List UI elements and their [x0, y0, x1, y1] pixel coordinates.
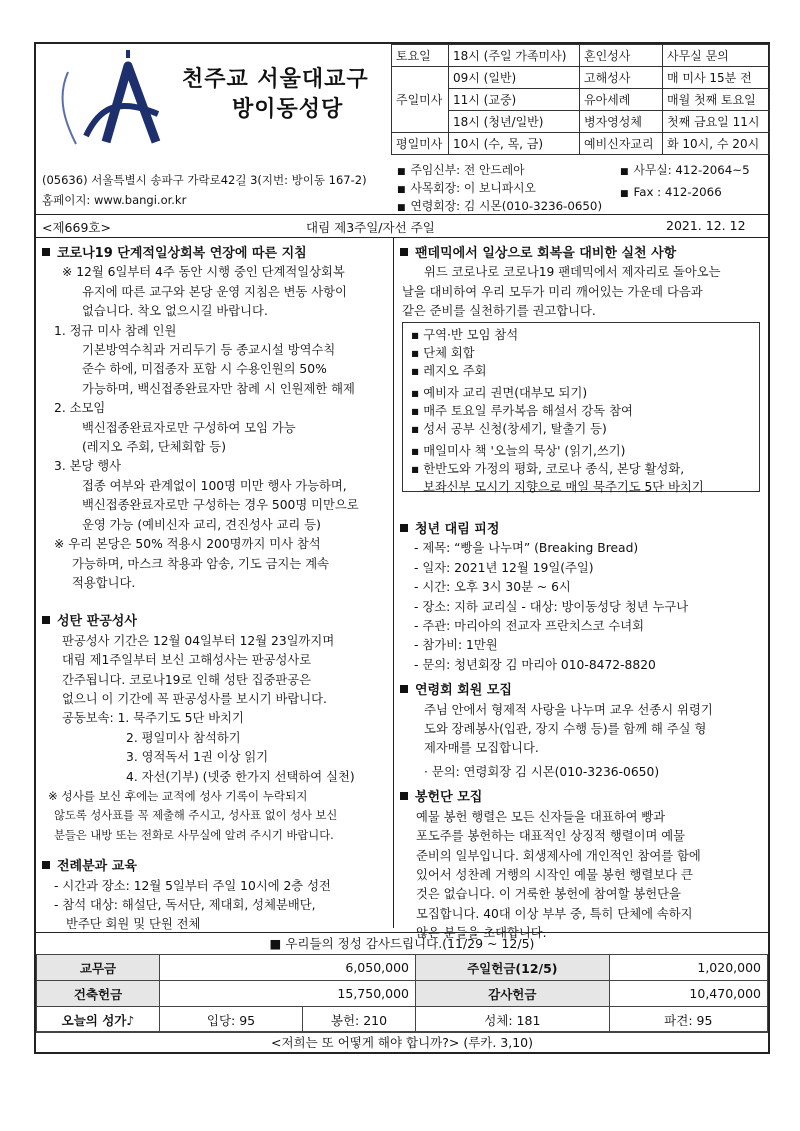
- section-title: 청년 대림 피정: [400, 520, 762, 539]
- sched-sacrament: 유아세례: [580, 89, 663, 111]
- section-title: 봉헌단 모집: [400, 788, 762, 807]
- text-line: - 시간: 오후 3시 30분 ~ 6시: [414, 580, 571, 595]
- parish-logo: [46, 44, 166, 162]
- text-line: 반주단 회원 및 단원 전체: [66, 917, 201, 932]
- list-item: ※ 우리 본당은 50% 적용시 200명까지 미사 참석: [54, 537, 321, 552]
- sched-sacrament-time: 사무실 문의: [663, 45, 770, 67]
- practice-item: ▪ 매주 토요일 루카복음 해설서 강독 참여: [411, 404, 633, 418]
- text-line: ※ 성사를 보신 후에는 교적에 성사 기록이 누락되지: [48, 788, 308, 803]
- section-title: 성탄 판공성사: [42, 612, 390, 631]
- list-item: 접종 여부와 관계없이 100명 미만 행사 가능하며,: [82, 478, 347, 493]
- hymn-label: 오늘의 성가♪: [37, 1007, 160, 1033]
- homepage: 홈페이지: www.bangi.or.kr: [42, 193, 187, 207]
- list-item: 기본방역수칙과 거리두기 등 종교시설 방역수칙: [82, 343, 336, 358]
- list-item: 준수 하에, 미접종자 포함 시 수용인원의 50%: [82, 362, 327, 377]
- practice-item: ▪ 구역·반 모임 참석: [411, 328, 519, 342]
- issue-number: <제669호>: [42, 220, 111, 235]
- sched-day: 주일미사: [392, 67, 449, 133]
- text-line: 포도주를 봉헌하는 대표적인 상징적 행렬이며 예물: [416, 829, 685, 844]
- text-line: 모집합니다. 40대 이상 부부 중, 특히 단체에 속하지: [416, 906, 693, 921]
- sched-day: 평일미사: [392, 133, 449, 155]
- list-item: 백신접종완료자로만 구성하여 모임 가능: [82, 420, 296, 435]
- text-line: 않은 분들을 초대합니다.: [416, 926, 547, 941]
- hymn-offertory: 봉헌: 210: [303, 1007, 416, 1033]
- text-line: - 장소: 지하 교리실 - 대상: 방이동성당 청년 누구나: [414, 599, 689, 614]
- staff-item: ■ 주임신부: 전 안드레아: [397, 163, 525, 177]
- section-title: 코로나19 단계적일상회복 연장에 따른 지침: [42, 244, 390, 263]
- sched-time: 18시 (주일 가족미사): [449, 45, 580, 67]
- fin-label: 감사헌금: [416, 981, 610, 1007]
- sched-time: 09시 (일반): [449, 67, 580, 89]
- logo-area: [36, 44, 391, 164]
- text-line: 도와 장례봉사(입관, 장지 수행 등)를 함께 해 주실 형: [424, 722, 707, 737]
- text-line: 대림 제1주일부터 보신 고해성사는 판공성사로: [62, 653, 312, 668]
- list-item: 1. 정규 미사 참례 인원: [54, 323, 177, 338]
- list-item: 백신접종완료자로만 구성하는 경우 500명 미만으로: [82, 498, 359, 513]
- text-line: 같은 준비를 실천하기를 권고합니다.: [402, 304, 596, 319]
- sched-sacrament: 고해성사: [580, 67, 663, 89]
- office-fax: ■ Fax : 412-2066: [620, 185, 722, 199]
- staff-list: [397, 162, 602, 216]
- note-line: 유지에 따른 교구와 본당 운영 지침은 변동 사항이: [82, 284, 347, 299]
- sched-sacrament: 혼인성사: [580, 45, 663, 67]
- practice-item: ▪ 성서 공부 신청(창세기, 탈출기 등): [411, 422, 607, 436]
- office-contact: [620, 162, 750, 202]
- fin-label: 교무금: [37, 955, 160, 981]
- text-line: - 주관: 마리아의 전교자 프란치스코 수녀회: [414, 619, 645, 634]
- staff-item: ■ 사목회장: 이 보니파시오: [397, 181, 536, 195]
- fin-value: 6,050,000: [160, 955, 416, 981]
- hymn-entrance: 입당: 95: [160, 1007, 303, 1033]
- section-title: 팬데믹에서 일상으로 회복을 대비한 실천 사항: [400, 244, 762, 263]
- sched-sacrament-time: 첫째 금요일 11시: [663, 111, 770, 133]
- fin-label: 건축헌금: [37, 981, 160, 1007]
- list-item: 적용합니다.: [72, 575, 136, 590]
- section-title: 전례분과 교육: [42, 857, 390, 876]
- finance-title: ■ 우리들의 정성 감사드립니다.(11/29 ~ 12/5): [36, 932, 768, 955]
- text-line: 판공성사 기간은 12월 04일부터 12월 23일까지며: [62, 633, 335, 648]
- sched-sacrament: 병자영성체: [580, 111, 663, 133]
- right-column-lower: [400, 520, 762, 944]
- fin-value: 10,470,000: [609, 981, 767, 1007]
- issue-date: 2021. 12. 12: [666, 218, 746, 233]
- sched-sacrament-time: 화 10시, 수 20시: [663, 133, 770, 155]
- hymn-dismissal: 파견: 95: [609, 1007, 767, 1033]
- church-name: 천주교 서울대교구: [182, 67, 369, 92]
- text-line: - 문의: 청년회장 김 마리아 010-8472-8820: [414, 657, 656, 672]
- text-line: 3. 영적독서 1권 이상 읽기: [126, 750, 269, 765]
- finance-table: [36, 954, 768, 1033]
- sched-time: 18시 (청년/일반): [449, 111, 580, 133]
- sched-day: 토요일: [392, 45, 449, 67]
- closing-verse: <저희는 또 어떻게 해야 합니까?> (루카. 3,10): [36, 1031, 768, 1054]
- section-title: 연령회 회원 모집: [400, 681, 762, 700]
- list-item: 2. 소모임: [54, 401, 106, 416]
- text-line: 준비의 일부입니다. 회생제사에 개인적인 참여를 함에: [416, 848, 701, 863]
- note-line: ※ 12월 6일부터 4주 동안 시행 중인 단계적일상회복: [62, 265, 345, 280]
- text-line: 위드 코로나로 코로나19 팬데믹에서 제자리로 돌아오는: [424, 265, 721, 280]
- practice-box: [402, 322, 760, 492]
- practice-item: ▪ 단체 회합: [411, 346, 475, 360]
- text-line: 공동보속: 1. 묵주기도 5단 바치기: [62, 711, 244, 726]
- text-line: 간주됩니다. 코로나19로 인해 성탄 집중판공은: [62, 672, 312, 687]
- staff-item: ■ 연령회장: 김 시몬(010-3236-0650): [397, 199, 603, 213]
- text-line: 분들은 내방 또는 전화로 사무실에 알려 주시기 바랍니다.: [54, 828, 334, 842]
- text-line: 예물 봉헌 행렬은 모든 신자들을 대표하여 빵과: [416, 809, 666, 824]
- right-column: [400, 244, 762, 322]
- issue-bar: [36, 214, 768, 238]
- list-item: 가능하며, 백신접종완료자만 참례 시 인원제한 해제: [82, 381, 355, 396]
- text-line: 2. 평일미사 참석하기: [126, 730, 241, 745]
- text-line: 제자매를 모집합니다.: [424, 741, 539, 756]
- text-line: - 참석 대상: 해설단, 독서단, 제대회, 성체분배단,: [54, 898, 316, 912]
- text-line: 주님 안에서 형제적 사랑을 나누며 교우 선종시 위령기: [424, 702, 713, 717]
- list-item: 가능하며, 마스크 착용과 암송, 기도 금지는 계속: [72, 556, 329, 571]
- sched-sacrament-time: 매월 첫째 토요일: [663, 89, 770, 111]
- column-divider: [393, 238, 394, 928]
- text-line: 않도록 성사표를 꼭 제출해 주시고, 성사표 없이 성사 보신: [54, 809, 338, 823]
- text-line: - 제목: “빵을 나누며” (Breaking Bread): [414, 541, 639, 556]
- parish-name: 방이동성당: [232, 97, 344, 122]
- text-line: - 시간과 장소: 12월 5일부터 주일 10시에 2층 성전: [54, 878, 331, 893]
- text-line: - 참가비: 1만원: [414, 638, 498, 653]
- hymn-communion: 성체: 181: [416, 1007, 610, 1033]
- address: (05636) 서울특별시 송파구 가락로42길 3(지번: 방이동 167-2): [42, 173, 367, 187]
- mass-schedule-table: [391, 44, 770, 155]
- left-column: [42, 244, 390, 935]
- note-line: 없습니다. 착오 없으시길 바랍니다.: [82, 304, 268, 319]
- sched-sacrament-time: 매 미사 15분 전: [663, 67, 770, 89]
- text-line: 없으니 이 기간에 꼭 판공성사를 보시기 바랍니다.: [62, 691, 327, 706]
- list-item: 3. 본당 행사: [54, 459, 122, 474]
- fin-value: 1,020,000: [609, 955, 767, 981]
- text-line: 날을 대비하여 우리 모두가 미리 깨어있는 가운데 다음과: [402, 284, 703, 299]
- office-phone: ■ 사무실: 412-2064~5: [620, 163, 750, 177]
- text-line: 4. 자선(기부) (넷중 한가지 선택하여 실천): [126, 769, 355, 784]
- text-line: 있어서 성찬례 거행의 시작인 예물 봉헌 행렬보다 큰: [416, 867, 693, 882]
- practice-item: ▪ 매일미사 책 '오늘의 묵상' (읽기,쓰기): [411, 444, 626, 458]
- text-line: - 일자: 2021년 12월 19일(주일): [414, 560, 594, 575]
- practice-item: 보좌신부 모시기 지향으로 매일 묵주기도 5단 바치기: [423, 480, 704, 494]
- fin-label: 주일헌금(12/5): [416, 955, 610, 981]
- sched-time: 10시 (수, 목, 금): [449, 133, 580, 155]
- practice-item: ▪ 한반도와 가정의 평화, 코로나 종식, 본당 활성화,: [411, 462, 685, 476]
- sched-time: 11시 (교중): [449, 89, 580, 111]
- fin-value: 15,750,000: [160, 981, 416, 1007]
- list-item: 운영 가능 (예비신자 교리, 견진성사 교리 등): [82, 517, 321, 532]
- practice-item: ▪ 예비자 교리 권면(대부모 되기): [411, 386, 588, 400]
- text-line: 것은 없습니다. 이 거룩한 봉헌에 참여할 봉헌단을: [416, 887, 681, 902]
- practice-item: ▪ 레지오 주회: [411, 364, 487, 378]
- list-item: (레지오 주회, 단체회합 등): [82, 440, 227, 455]
- sched-sacrament: 예비신자교리: [580, 133, 663, 155]
- issue-title: 대림 제3주일/자선 주일: [306, 220, 435, 235]
- text-line: · 문의: 연령회장 김 시몬(010-3236-0650): [424, 764, 660, 779]
